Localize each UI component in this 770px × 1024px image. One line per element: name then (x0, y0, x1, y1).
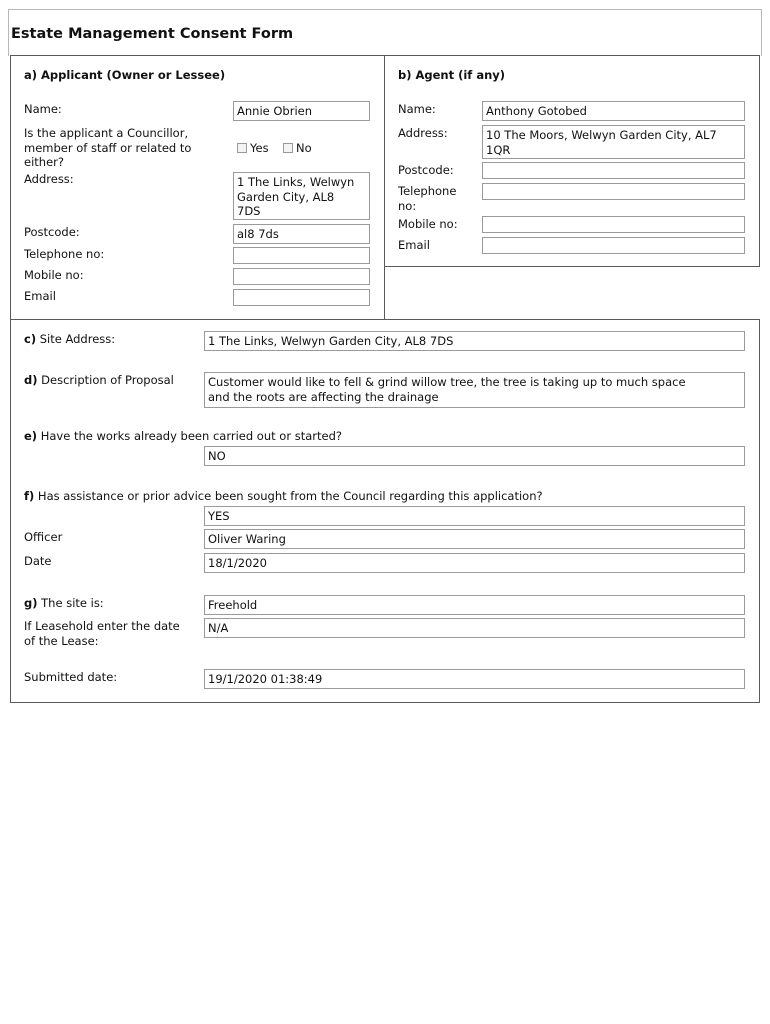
agent-postcode-label: Postcode: (398, 163, 454, 177)
agent-email-field[interactable] (482, 237, 745, 254)
agent-email-label: Email (398, 238, 430, 252)
agent-address-label: Address: (398, 126, 448, 140)
site-is-text: The site is: (37, 596, 104, 610)
applicant-mobile-field[interactable] (233, 268, 370, 285)
site-address-key: c) (24, 332, 37, 346)
agent-mobile-field[interactable] (482, 216, 745, 233)
agent-name-field[interactable]: Anthony Gotobed (482, 101, 745, 121)
applicant-name-label: Name: (24, 102, 62, 116)
advice-date-field[interactable]: 18/1/2020 (204, 553, 745, 573)
applicant-mobile-label: Mobile no: (24, 268, 84, 282)
councillor-question-label: Is the applicant a Councillor, member of staff or related to either? (24, 126, 192, 169)
applicant-address-label: Address: (24, 172, 74, 186)
councillor-yes-option[interactable] (237, 126, 269, 155)
agent-address-field[interactable]: 10 The Moors, Welwyn Garden City, AL7 1QR (482, 125, 745, 159)
submitted-date-field[interactable]: 19/1/2020 01:38:49 (204, 669, 745, 689)
applicant-postcode-field[interactable]: al8 7ds (233, 224, 370, 244)
page-title: Estate Management Consent Form (11, 26, 294, 42)
proposal-field[interactable]: Customer would like to fell & grind willow tree, the tree is taking up to much space and the roots are affecting the drainage (204, 372, 745, 408)
no-checkbox[interactable] (283, 143, 293, 153)
agent-section (384, 55, 760, 267)
agent-heading: b) Agent (if any) (398, 68, 506, 82)
agent-postcode-field[interactable] (482, 162, 745, 179)
site-address-field[interactable]: 1 The Links, Welwyn Garden City, AL8 7DS (204, 331, 745, 351)
works-started-key: e) (24, 429, 38, 443)
officer-field[interactable]: Oliver Waring (204, 529, 745, 549)
agent-mobile-label: Mobile no: (398, 217, 458, 231)
works-started-field[interactable]: NO (204, 446, 745, 466)
submitted-date-label: Submitted date: (24, 670, 118, 684)
prior-advice-field[interactable]: YES (204, 506, 745, 526)
yes-label: Yes (250, 140, 269, 155)
applicant-postcode-label: Postcode: (24, 225, 80, 239)
lease-date-label: If Leasehold enter the date of the Lease: (24, 619, 180, 648)
yes-checkbox[interactable] (237, 143, 247, 153)
applicant-email-field[interactable] (233, 289, 370, 306)
applicant-email-label: Email (24, 289, 56, 303)
prior-advice-label (24, 489, 543, 504)
prior-advice-key: f) (24, 489, 35, 503)
applicant-name-field[interactable]: Annie Obrien (233, 101, 370, 121)
applicant-address-field[interactable]: 1 The Links, Welwyn Garden City, AL8 7DS (233, 172, 370, 220)
applicant-heading: a) Applicant (Owner or Lessee) (24, 68, 226, 82)
site-is-field[interactable]: Freehold (204, 595, 745, 615)
councillor-no-option[interactable] (283, 126, 312, 155)
works-started-text: Have the works already been carried out or started? (37, 429, 342, 443)
agent-telephone-field[interactable] (482, 183, 745, 200)
agent-telephone-label: Telephone no: (398, 184, 457, 213)
proposal-text: Description of Proposal (37, 373, 174, 387)
agent-name-label: Name: (398, 102, 436, 116)
site-address-text: Site Address: (36, 332, 116, 346)
site-is-label (24, 596, 104, 611)
works-started-label (24, 429, 342, 444)
officer-label: Officer (24, 530, 63, 544)
advice-date-label: Date (24, 554, 52, 568)
site-address-label (24, 332, 115, 347)
applicant-telephone-label: Telephone no: (24, 247, 105, 261)
proposal-label (24, 373, 174, 388)
site-is-key: g) (24, 596, 38, 610)
lease-date-field[interactable]: N/A (204, 618, 745, 638)
proposal-key: d) (24, 373, 38, 387)
no-label: No (296, 140, 312, 155)
prior-advice-text: Has assistance or prior advice been sought from the Council regarding this application? (34, 489, 543, 503)
applicant-telephone-field[interactable] (233, 247, 370, 264)
